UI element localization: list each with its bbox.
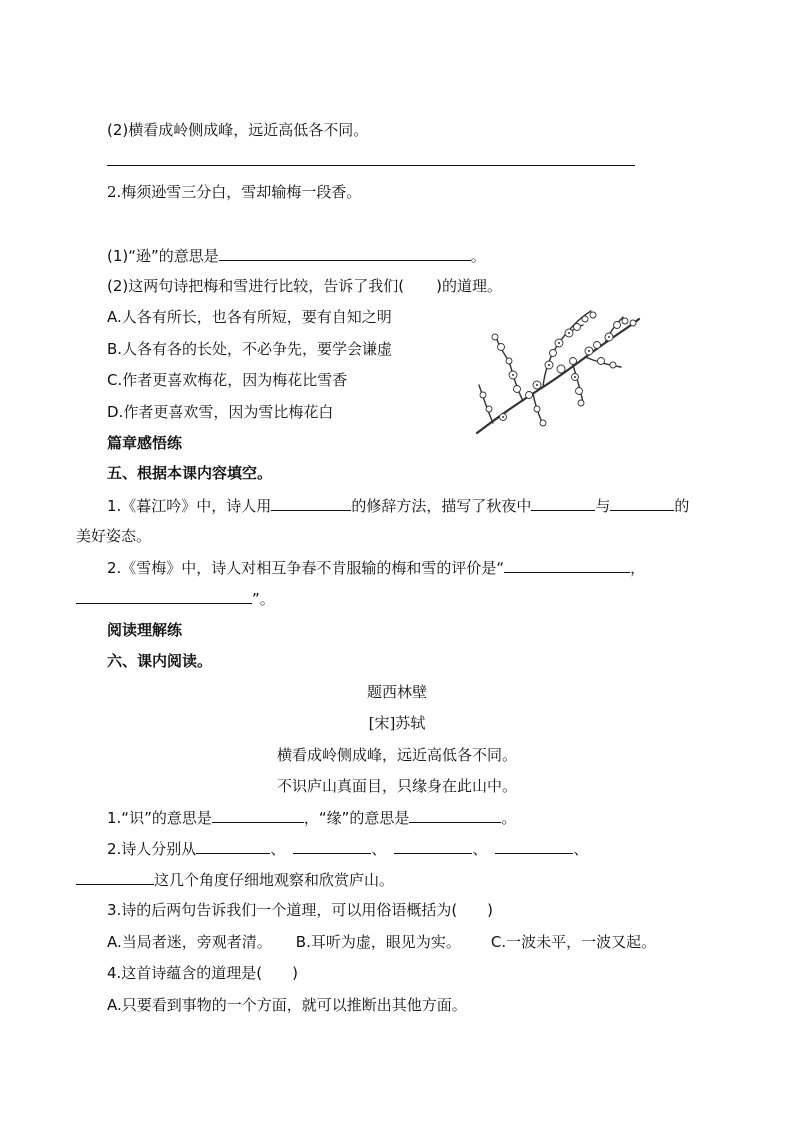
question-2-stem: 2.梅须逊雪三分白，雪却输梅一段香。 [107, 183, 362, 201]
text-fragment: 1.“识”的意思是 [107, 809, 212, 827]
section-6-question-2-cont [76, 869, 394, 890]
poem-line-2: 不识庐山真面目，只缘身在此山中。 [276, 777, 517, 795]
section-6-title: 六、课内阅读。 [107, 652, 213, 670]
section-heading-chapter: 篇章感悟练 [107, 434, 183, 452]
question-2-sub-2-text: (2)这两句诗把梅和雪进行比较，告诉了我们( [107, 277, 405, 295]
poem-line-1: 横看成岭侧成峰，远近高低各不同。 [276, 746, 517, 764]
section-6-question-4-option-a[interactable]: A.只要看到事物的一个方面，就可以推断出其他方面。 [107, 996, 467, 1014]
text-fragment: 2.诗人分别从 [107, 840, 197, 858]
text-fragment: 、 [371, 840, 387, 858]
answer-blank[interactable] [196, 838, 270, 854]
section-6-question-1 [107, 807, 516, 828]
text-fragment: 的修辞方法，描写了秋夜中 [351, 497, 532, 515]
answer-blank[interactable] [212, 807, 304, 823]
option-b[interactable]: B.耳听为虚，眼见为实。 [295, 933, 461, 951]
text-fragment: 2.《雪梅》中，诗人对相互争春不肯服输的梅和雪的评价是“ [107, 559, 505, 577]
option-c[interactable]: C.一波未平，一波又起。 [490, 933, 657, 951]
poem-title: 题西林壁 [366, 683, 427, 701]
answer-blank[interactable] [76, 588, 252, 604]
plum-blossom-illustration [473, 305, 643, 435]
question-2-sub-2-tail: )的道理。 [436, 277, 502, 295]
answer-line[interactable] [107, 165, 635, 166]
text-fragment: 、 [472, 840, 488, 858]
question-1-item-2: (2)横看成岭侧成峰，远近高低各不同。 [107, 121, 369, 139]
text-fragment: 、 [573, 840, 589, 858]
text-fragment: ，“缘”的意思是 [303, 809, 410, 827]
section-heading-reading: 阅读理解练 [107, 621, 183, 639]
option-b[interactable]: B.人各有各的长处，不必争先，要学会谦虚 [107, 340, 393, 358]
text-fragment: 这几个角度仔细地观察和欣赏庐山。 [154, 871, 395, 889]
period: 。 [470, 247, 486, 265]
question-2-sub-2 [107, 276, 502, 296]
answer-blank[interactable] [504, 557, 630, 573]
option-d[interactable]: D.作者更喜欢雪，因为雪比梅花白 [107, 403, 334, 421]
section-6-question-3: 3.诗的后两句告诉我们一个道理，可以用俗语概括为( ) [107, 901, 494, 919]
poem-author: [宋]苏轼 [368, 714, 426, 732]
answer-blank[interactable] [495, 838, 573, 854]
section-5-question-1-cont: 美好姿态。 [76, 527, 152, 545]
question-2-sub-1 [107, 245, 486, 266]
section-6-question-3-options [107, 932, 656, 952]
option-a[interactable]: A.当局者迷，旁观者清。 [107, 933, 272, 951]
section-5-title: 五、根据本课内容填空。 [107, 464, 273, 482]
section-5-question-1 [107, 495, 689, 516]
section-6-question-2 [107, 838, 588, 859]
text-fragment: 、 [270, 840, 286, 858]
answer-blank[interactable] [219, 245, 471, 261]
answer-blank[interactable] [76, 869, 154, 885]
text-fragment: ”。 [252, 590, 275, 608]
option-a[interactable]: A.人各有所长，也各有所短，要有自知之明 [107, 308, 392, 326]
answer-blank[interactable] [531, 495, 595, 511]
option-c[interactable]: C.作者更喜欢梅花，因为梅花比雪香 [107, 371, 348, 389]
text-fragment: 1.《暮江吟》中，诗人用 [107, 497, 272, 515]
text-fragment: 与 [595, 497, 611, 515]
section-6-question-4: 4.这首诗蕴含的道理是( ) [107, 964, 299, 982]
answer-blank[interactable] [610, 495, 674, 511]
answer-blank[interactable] [394, 838, 472, 854]
section-5-question-2-cont [76, 588, 275, 609]
text-fragment: 的 [674, 497, 690, 515]
answer-blank[interactable] [293, 838, 371, 854]
text-fragment: ， [630, 559, 646, 577]
text-fragment: 。 [501, 809, 517, 827]
question-2-sub-1-text: (1)“逊”的意思是 [107, 247, 219, 265]
answer-blank[interactable] [271, 495, 351, 511]
answer-blank[interactable] [409, 807, 501, 823]
section-5-question-2 [107, 557, 645, 578]
